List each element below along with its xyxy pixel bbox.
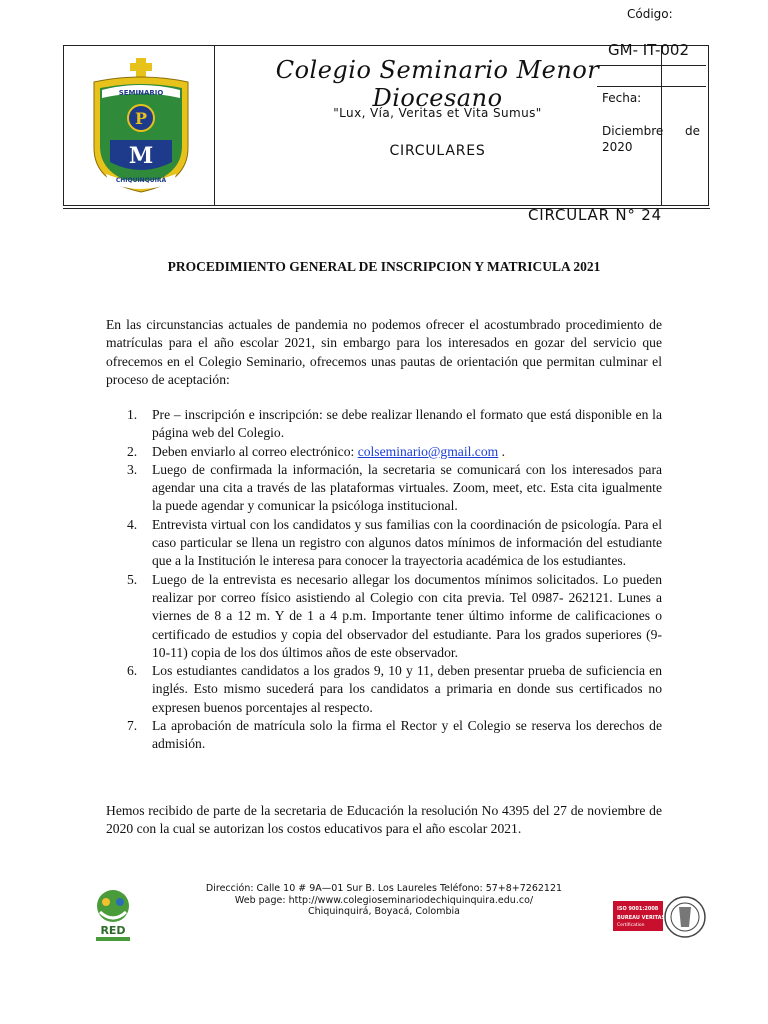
list-item [106,662,662,717]
shield-text-bottom: CHIQUINQUIRÁ [115,177,167,184]
school-name: Colegio Seminario Menor Diocesano [275,56,600,112]
item-text: La aprobación de matrícula solo la firma el Rector y el Colegio se reserva los derechos de admisión. [152,718,662,752]
spacer-box [597,66,706,87]
iso-bureau-text: BUREAU VERITAS [617,915,666,921]
footer-address: Dirección: Calle 10 # 9A—01 Sur B. Los Laureles Teléfono: 57+8+7262121 [205,883,563,894]
list-item [106,443,662,461]
item-text: Deben enviarlo al correo electrónico: [152,443,358,459]
item-text: Entrevista virtual con los candidatos y sus familias con la coordinación de psicología. Para el caso particular se llena un registro con algunos datos mínimos de información del estudiante que a la Institución le interesa para conocer la trayectoria académica de los estudiantes. [152,516,662,569]
shield-text-top: SEMINARIO [118,89,164,97]
date-box [597,87,706,161]
document-type: CIRCULARES [389,143,486,159]
procedure-list [106,406,662,754]
intro-paragraph: En las circunstancias actuales de pandemia no podemos ofrecer el acostumbrado procedimiento de matrículas para el año escolar 2021, sin embargo para los interesados en gozar del servicio que ofrecemos en el Colegio Seminario, ofrecemos unas pautas de orientación que permitan culminar el proceso de aceptación: [106,317,662,387]
iso-standard-text: ISO 9001:2008 [617,906,659,912]
footer-web: Web page: http://www.colegioseminariodechiquinquira.edu.co/ [234,894,534,906]
item-number: 6. [127,663,138,679]
code-label: Código: [627,7,673,21]
title-cell [214,46,662,205]
logo-cell [64,46,215,205]
school-shield-logo [88,58,194,194]
item-number: 4. [127,516,138,532]
iso-certification-logo [613,893,709,941]
list-item [106,406,662,443]
item-number: 5. [127,571,138,587]
footer-city: Chiquinquirá, Boyacá, Colombia [308,906,460,917]
email-link[interactable]: colseminario@gmail.com [357,443,499,459]
list-item [106,461,662,516]
code-value: GM- IT-002 [608,41,689,59]
school-motto: "Lux, Vía, Veritas et Vita Sumus" [333,106,542,120]
item-text: Luego de confirmada la información, la secretaria se comunicará con los interesados para agendar una cita a través de las plataformas virtuales. Zoom, meet, etc. Esta cita igualmente la puede agendar y comunicar la psicóloga institucional. [152,461,662,514]
code-box [597,0,706,66]
item-number: 1. [127,407,138,422]
item-text: Pre – inscripción e inscripción: se debe realizar llenando el formato que está disponible en la página web del Colegio. [152,407,662,441]
list-item [106,516,662,571]
circular-number: CIRCULAR N° 24 [528,206,662,224]
list-item [106,717,662,754]
item-number: 2. [127,443,138,459]
item-text-after: . [498,443,505,459]
document-title: PROCEDIMIENTO GENERAL DE INSCRIPCION Y MATRICULA 2021 [167,259,601,274]
closing-paragraph: Hemos recibido de parte de la secretaria de Educación la resolución No 4395 del 27 de noviembre de 2020 con la cual se autorizan los costos educativos para el año escolar 2021. [106,803,662,837]
red-logo-text: RED [100,924,126,937]
item-text: Luego de la entrevista es necesario allegar los documentos mínimos solicitados. Lo pueden realizar por correo físico asistiendo al Colegio con cita previa. Tel 0987- 262121. Lunes a viernes de 8 a 12 m. Y de 1 a 4 p.m. Importante tener último informe de calificaciones o certificado de estudios y copia del observador del estudiante. Para los grados superiores (9-10-11) copia de los dos últimos años de este observador. [152,571,662,660]
shield-letter: P [134,109,148,128]
item-number: 3. [127,461,138,477]
shield-monogram: M [128,143,154,169]
doc-info-column [597,0,709,161]
item-number: 7. [127,718,138,734]
date-value: Diciembre de 2020 [602,124,700,154]
date-label: Fecha: [602,91,642,105]
iso-cert-text: Certification [617,923,645,928]
list-item [106,571,662,662]
item-text: Los estudiantes candidatos a los grados 9, 10 y 11, deben presentar prueba de suficiencia en inglés. Esto mismo sucederá para los candidatos a primaria en donde sus certificados no expresen buenos porcentajes al respecto. [152,663,662,715]
